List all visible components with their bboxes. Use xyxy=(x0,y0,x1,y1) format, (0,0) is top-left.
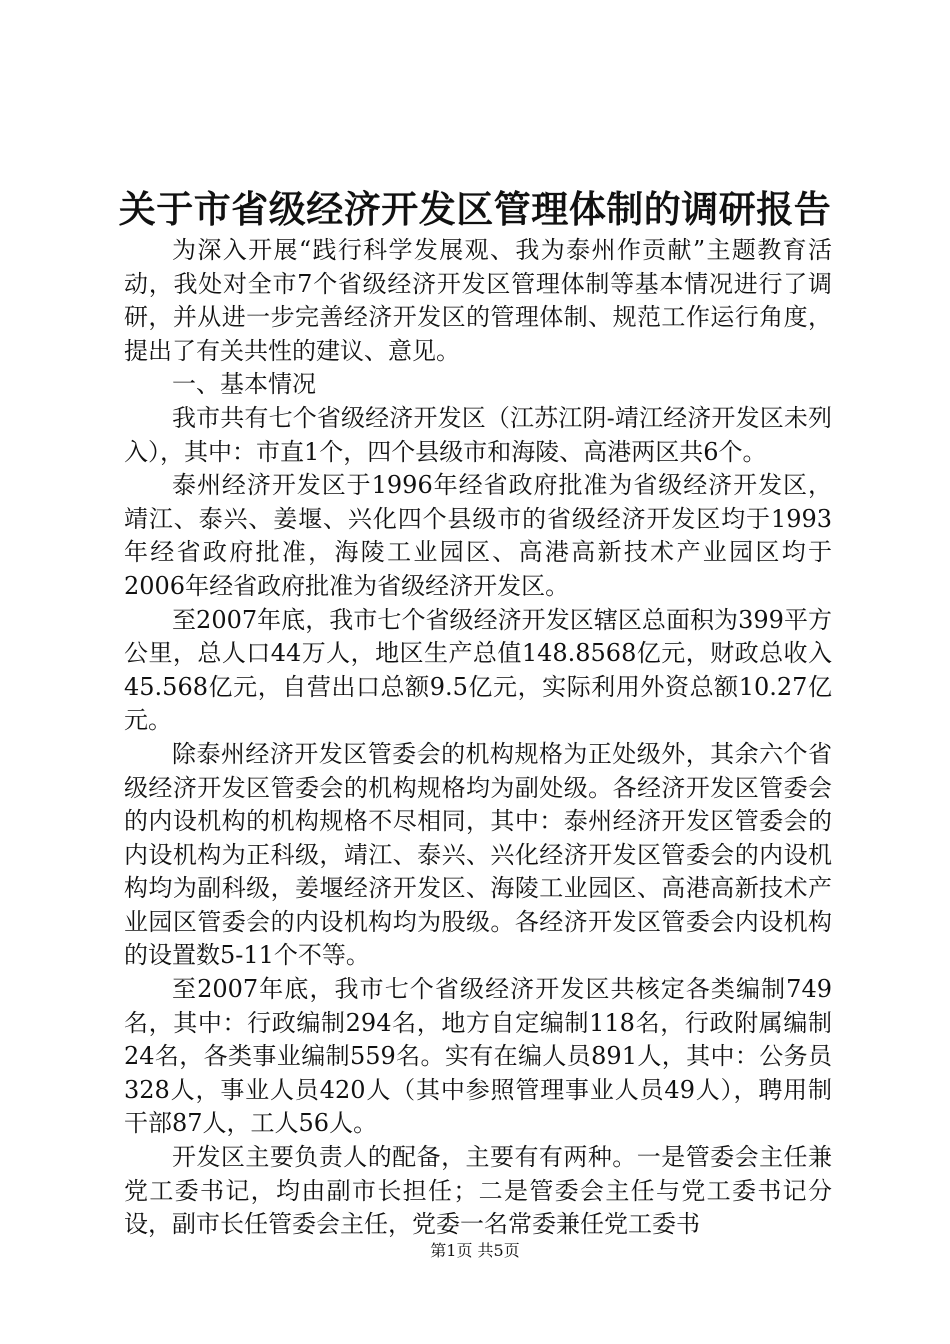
paragraph-intro: 为深入开展“践行科学发展观、我为泰州作贡献”主题教育活动，我处对全市7个省级经济开发区管理体制等基本情况进行了调研，并从进一步完善经济开发区的管理体制、规范工作运行角度，提出了有关共性的建议、意见。 xyxy=(124,236,832,365)
paragraph: 开发区主要负责人的配备，主要有有两种。一是管委会主任兼党工委书记，均由副市长担任；二是管委会主任与党工委书记分设，副市长任管委会主任，党委一名常委兼任党工委书 xyxy=(124,1143,832,1239)
paragraph: 除泰州经济开发区管委会的机构规格为正处级外，其余六个省级经济开发区管委会的机构规格均为副处级。各经济开发区管委会的内设机构的机构规格不尽相同，其中：泰州经济开发区管委会的内设机构为正科级，靖江、泰兴、兴化经济开发区管委会的内设机构均为副科级，姜堰经济开发区、海陵工业园区、高港高新技术产业园区管委会的内设机构均为股级。各经济开发区管委会内设机构的设置数5-11个不等。 xyxy=(124,739,832,970)
document-body xyxy=(124,234,832,1242)
section-heading: 一、基本情况 xyxy=(172,370,316,399)
document-title: 关于市省级经济开发区管理体制的调研报告 xyxy=(118,187,832,231)
paragraph: 至2007年底，我市七个省级经济开发区共核定各类编制749名，其中：行政编制294名，地方自定编制118名，行政附属编制24名，各类事业编制559名。实有在编人员891人，其中：公务员328人，事业人员420人（其中参照管理事业人员49人），聘用制干部87人，工人56人。 xyxy=(124,975,832,1138)
paragraph: 我市共有七个省级经济开发区（江苏江阴-靖江经济开发区未列入），其中：市直1个，四个县级市和海陵、高港两区共6个。 xyxy=(124,403,832,466)
paragraph: 泰州经济开发区于1996年经省政府批准为省级经济开发区，靖江、泰兴、姜堰、兴化四个县级市的省级经济开发区均于1993年经省政府批准，海陵工业园区、高港高新技术产业园区均于2006年经省政府批准为省级经济开发区。 xyxy=(124,471,832,600)
page-number-footer: 第1页 共5页 xyxy=(430,1241,520,1260)
paragraph: 至2007年底，我市七个省级经济开发区辖区总面积为399平方公里，总人口44万人，地区生产总值148.8568亿元，财政总收入45.568亿元，自营出口总额9.5亿元，实际利用外资总额10.27亿元。 xyxy=(124,605,832,735)
